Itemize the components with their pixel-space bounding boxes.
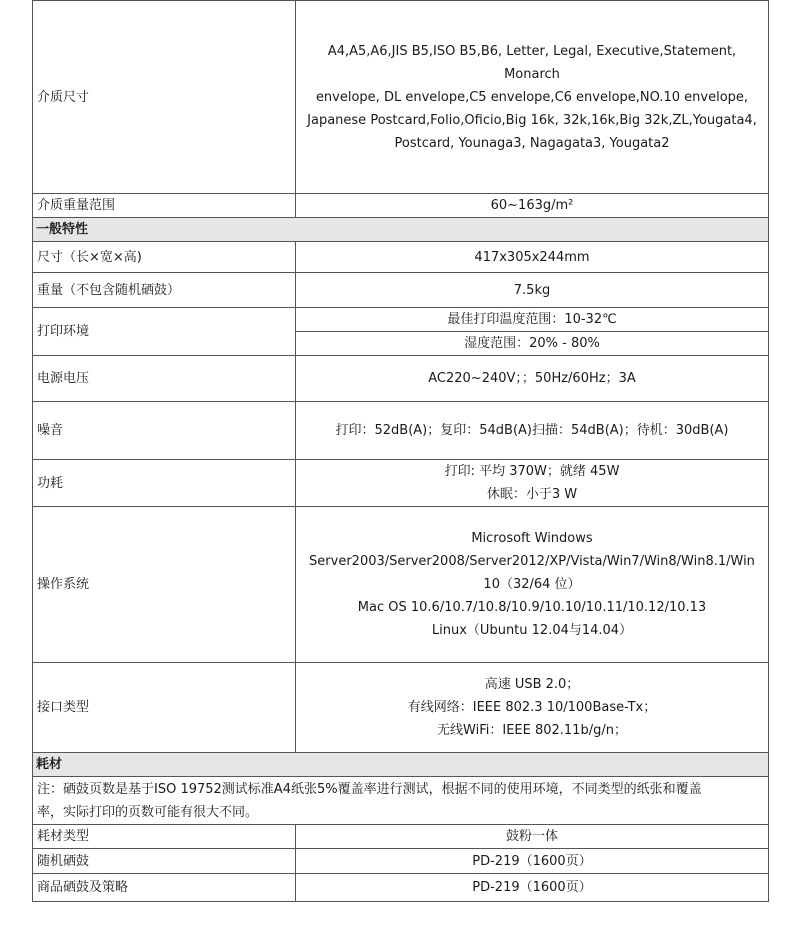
section-consumables-title: 耗材 xyxy=(33,753,769,777)
media-size-line: A4,A5,A6,JIS B5,ISO B5,B6, Letter, Legal, Executive,Statement, Monarch xyxy=(327,43,737,82)
table-row xyxy=(33,849,769,874)
noise-value: 打印：52dB(A)；复印：54dB(A)扫描：54dB(A)；待机：30dB(A) xyxy=(296,402,769,460)
interface-line: 高速 USB 2.0； xyxy=(484,677,580,692)
media-size-value xyxy=(296,1,769,194)
table-row xyxy=(33,1,769,194)
media-size-line: Japanese Postcard,Folio,Oficio,Big 16k, 32k,16k,Big 32k,ZL,Yougata4, xyxy=(307,112,757,128)
noise-label: 噪音 xyxy=(33,402,296,460)
table-row xyxy=(33,777,769,825)
environment-humidity: 湿度范围：20% - 80% xyxy=(296,332,769,356)
section-header xyxy=(33,753,769,777)
power-value xyxy=(296,460,769,507)
power-line: 休眠：小于3 W xyxy=(486,487,578,502)
bundled-drum-value: PD-219（1600页） xyxy=(296,849,769,874)
consumable-type-label: 耗材类型 xyxy=(33,825,296,849)
table-row xyxy=(33,356,769,402)
media-size-label: 介质尺寸 xyxy=(33,1,296,194)
spec-table xyxy=(32,0,769,902)
os-value xyxy=(296,507,769,663)
table-row xyxy=(33,242,769,273)
weight-value: 7.5kg xyxy=(296,273,769,308)
note-line: 率，实际打印的页数可能有很大不同。 xyxy=(37,804,259,820)
os-line: Microsoft Windows xyxy=(471,531,593,546)
interface-label: 接口类型 xyxy=(33,663,296,753)
consumables-note xyxy=(33,777,769,825)
media-weight-value: 60~163g/m² xyxy=(296,194,769,218)
interface-line: 有线网络：IEEE 802.3 10/100Base-Tx； xyxy=(407,700,657,715)
interface-line: 无线WiFi：IEEE 802.11b/g/n； xyxy=(437,723,627,738)
os-line: Linux（Ubuntu 12.04与14.04） xyxy=(431,623,633,638)
dimensions-label: 尺寸（长×宽×高) xyxy=(33,242,296,273)
media-size-line: Postcard, Younaga3, Nagagata3, Yougata2 xyxy=(394,135,670,151)
interface-value xyxy=(296,663,769,753)
power-label: 功耗 xyxy=(33,460,296,507)
retail-drum-label: 商品硒鼓及策略 xyxy=(33,874,296,902)
table-row xyxy=(33,507,769,663)
table-row xyxy=(33,460,769,507)
voltage-label: 电源电压 xyxy=(33,356,296,402)
retail-drum-value: PD-219（1600页） xyxy=(296,874,769,902)
section-general-title: 一般特性 xyxy=(33,218,769,242)
media-weight-label: 介质重量范围 xyxy=(33,194,296,218)
section-header xyxy=(33,218,769,242)
table-row xyxy=(33,194,769,218)
table-row xyxy=(33,663,769,753)
os-line: Server2003/Server2008/Server2012/XP/Vista/Win7/Win8/Win8.1/Win xyxy=(309,554,755,569)
bundled-drum-label: 随机硒鼓 xyxy=(33,849,296,874)
os-line: 10（32/64 位） xyxy=(483,577,581,592)
table-row xyxy=(33,402,769,460)
table-row xyxy=(33,308,769,332)
voltage-value: AC220~240V；；50Hz/60Hz；3A xyxy=(296,356,769,402)
weight-label: 重量（不包含随机硒鼓） xyxy=(33,273,296,308)
media-size-line: envelope, DL envelope,C5 envelope,C6 envelope,NO.10 envelope, xyxy=(315,89,749,105)
environment-label: 打印环境 xyxy=(33,308,296,356)
table-row xyxy=(33,825,769,849)
power-line: 打印: 平均 370W；就绪 45W xyxy=(444,464,620,479)
table-row xyxy=(33,273,769,308)
environment-temp: 最佳打印温度范围：10-32℃ xyxy=(296,308,769,332)
note-line: 注：硒鼓页数是基于ISO 19752测试标准A4纸张5%覆盖率进行测试，根据不同的使用环境，不同类型的纸张和覆盖 xyxy=(37,781,702,797)
os-label: 操作系统 xyxy=(33,507,296,663)
os-line: Mac OS 10.6/10.7/10.8/10.9/10.10/10.11/10.12/10.13 xyxy=(357,600,707,615)
dimensions-value: 417x305x244mm xyxy=(296,242,769,273)
table-row xyxy=(33,874,769,902)
consumable-type-value: 鼓粉一体 xyxy=(296,825,769,849)
